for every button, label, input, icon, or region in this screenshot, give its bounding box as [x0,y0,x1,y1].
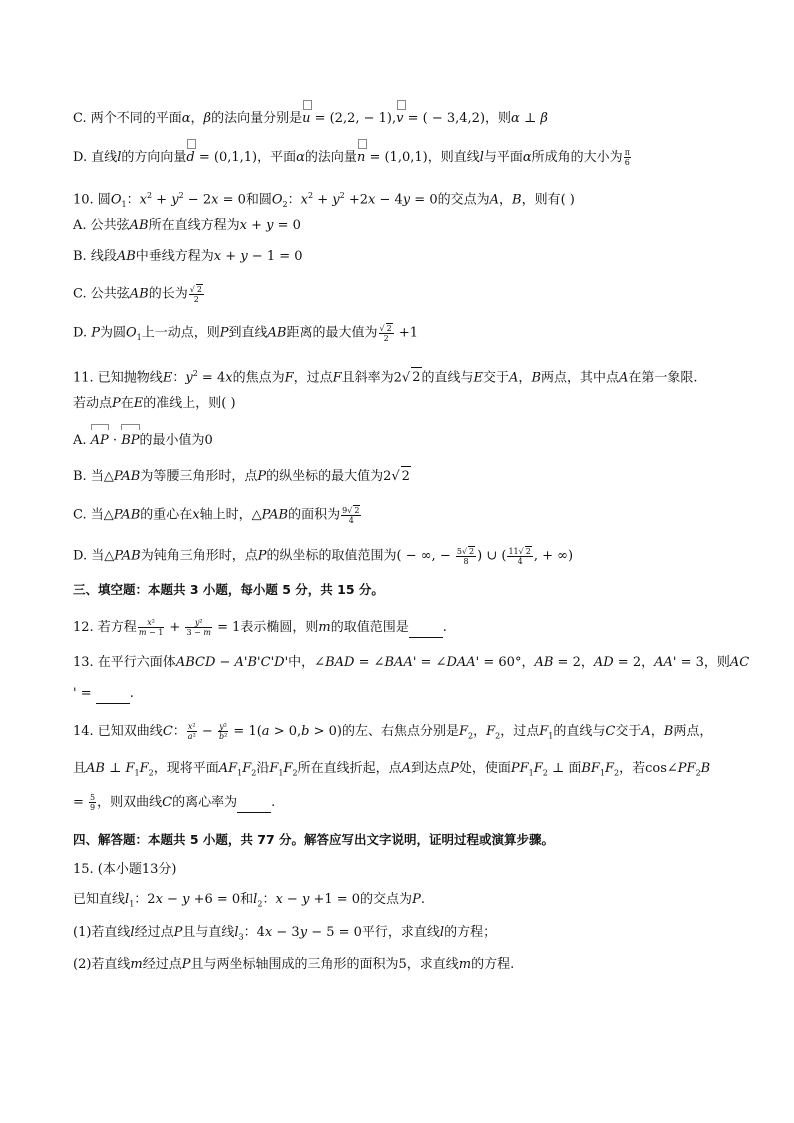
q11-option-b: B. 当△PAB为等腰三角形时，点P的纵坐标的最大值为2√ 2 [73,466,411,487]
question-13-line2: ' = . [73,684,134,704]
q10-option-b: B. 线段AB中垂线方程为x + y − 1 = 0 [73,249,303,264]
question-14-line1: 14. 已知双曲线C： $\frac{\text{x²}}{\text{a²}}$ − $\frac{\text{y²}}{\text{b²}}$ = 1(a > 0,b > 0)的左、右焦点分别是$F_2$，$F_2$，过点$F_1$的直线与C交于A，B两点， [73,722,713,741]
question-15-part2: (2)若直线m经过点P且与两坐标轴围成的三角形的面积为5，求直线m的方程. [73,957,515,972]
question-15-part1: (1)若直线l经过点P且与直线$l_3$：4x − 3y − 5 = 0平行，求直线l的方程； [73,925,497,942]
q10-option-c: C. 公共弦AB的长为 $\frac{√ 2}{2}$ [73,285,202,304]
question-12: 12. 若方程 $\frac{\text{x²}}{m - 1}$ + $\frac{\text{y²}}{3 - m}$ = 1表示椭圆，则m的取值范围是 . [73,618,447,637]
q10-option-a: A. 公共弦AB所在直线方程为x + y = 0 [73,218,301,233]
q10-option-d: D. P为圆$O_1$上一动点，则P到直线AB距离的最大值为 $\frac{√ 2}{2}$ +1 [73,324,419,343]
question-14-line3: = $\frac{5}{9}$ ，则双曲线C的离心率为 . [73,793,276,812]
section-3-heading: 三、填空题：本题共 3 小题，每小题 5 分，共 15 分。 [73,582,384,597]
question-15-title: 15. (本小题13分) [73,862,177,877]
question-11-line2: 若动点P在E的准线上，则( ) [73,396,236,411]
section-4-heading: 四、解答题：本题共 5 小题，共 77 分。解答应写出文字说明，证明过程或演算步骤。 [73,832,555,847]
q11-option-a: A. AP · BP的最小值为0 [73,431,213,451]
q11-option-c: C. 当△PAB的重心在x轴上时，△PAB的面积为 $\frac{9√ 2}{4}$ [73,506,360,525]
question-10: 10. 圆$O_1$：$x^2 + y^2 - 2x = 0$和圆$O_2$：$x^2 + y^2 +2x - 4y = 0$的交点为A，B，则有( ) [73,191,575,209]
question-11-line1: 11. 已知抛物线E：$y^2 = 4x$的焦点为F，过点F且斜率为2√ 2的直线与E交于A，B两点，其中点A在第一象限. [73,364,698,388]
question-13-line1: 13. 在平行六面体ABCD − A'B'C'D'中，∠BAD = ∠BAA' = ∠DAA' = 60°，AB = 2，AD = 2，AA' = 3，则AC [73,655,750,670]
q11-option-d: D. 当△PAB为钝角三角形时，点P的纵坐标的取值范围为( − ∞, − $\frac{5√ 2}{8}$ ) ∪ ( $\frac{11√ 2}{4}$ , + ∞) [73,547,574,566]
question-15-stem: 已知直线$l_1$：2x − y +6 = 0和$l_2$：x − y +1 = 0的交点为P. [73,892,425,909]
q9-option-c: C. 两个不同的平面α，β的法向量分别是u = (2,2, − 1),v = ( − 3,4,2)，则α ⊥ β [73,109,548,129]
question-14-line2: 且AB ⊥ $F_1F_2$，现将平面$AF_1F_2$沿$F_1F_2$所在直线折起，点A到达点P处，使面$PF_1F_2$ ⊥ 面$BF_1F_2$，若$\cos\angle PF_2B$ [73,761,711,778]
q9-option-d: D. 直线l的方向向量d = (0,1,1)，平面α的法向量n = (1,0,1)，则直线l与平面α所成角的大小为 $\frac{\pi}{6}$ [73,148,630,167]
